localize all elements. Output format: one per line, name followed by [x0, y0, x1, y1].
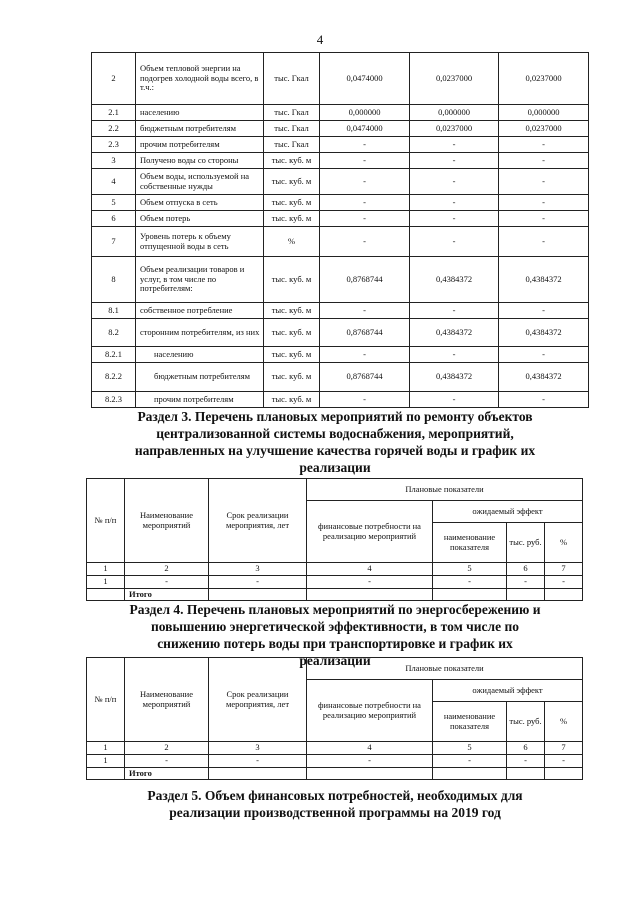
row-value-2: 0,4384372 — [410, 319, 499, 347]
table-row — [92, 169, 589, 195]
row-unit: тыс. куб. м — [264, 153, 320, 169]
section-5-title: Раздел 5. Объем финансовых потребностей, необходимых для реализации производственной программы на 2019 год — [147, 788, 523, 820]
table-row — [92, 105, 589, 121]
table-row: 1 - - - - - - — [87, 754, 583, 767]
row-number: 2.2 — [92, 121, 136, 137]
row-name: Получено воды со стороны — [136, 153, 264, 169]
row-value-3: - — [499, 169, 589, 195]
header-num: № п/п — [87, 658, 125, 742]
row-value-2: - — [410, 137, 499, 153]
header-plan-indicators: Плановые показатели — [307, 658, 583, 680]
row-number: 8.2.1 — [92, 347, 136, 363]
row-value-2: - — [410, 392, 499, 408]
table-row — [92, 53, 589, 105]
row-value-1: - — [320, 211, 410, 227]
table-row — [92, 347, 589, 363]
row-value-1: 0,000000 — [320, 105, 410, 121]
page-number: 4 — [316, 32, 324, 47]
row-value-3: 0,4384372 — [499, 363, 589, 392]
row-name: населению — [136, 105, 264, 121]
row-value-1: - — [320, 153, 410, 169]
row-value-3: - — [499, 227, 589, 257]
production-indicators-table — [91, 52, 589, 408]
row-value-2: - — [410, 227, 499, 257]
table-row — [92, 211, 589, 227]
row-value-1: 0,8768744 — [320, 363, 410, 392]
section-4-title: Раздел 4. Перечень плановых мероприятий по энергосбережению и повышению энергетической эффективности, в том числе по снижению потерь воды при транспортировке и график их реализации — [129, 602, 541, 668]
row-name: сторонним потребителям, из них — [136, 319, 264, 347]
row-value-2: 0,000000 — [410, 105, 499, 121]
table-row — [92, 137, 589, 153]
row-name: прочим потребителям — [136, 392, 264, 408]
header-plan-indicators: Плановые показатели — [307, 479, 583, 501]
row-value-2: - — [410, 169, 499, 195]
row-name: Объем воды, используемой на собственные нужды — [136, 169, 264, 195]
row-name: Уровень потерь к объему отпущенной воды в сеть — [136, 227, 264, 257]
row-value-3: - — [499, 211, 589, 227]
row-value-3: 0,000000 — [499, 105, 589, 121]
row-number: 8.1 — [92, 303, 136, 319]
total-row — [87, 767, 583, 780]
header-measure-name: Наименование мероприятий — [125, 479, 209, 563]
table-row — [92, 303, 589, 319]
header-financial-needs: финансовые потребности на реализацию мероприятий — [307, 680, 433, 742]
row-unit: тыс. Гкал — [264, 53, 320, 105]
header-expected-effect: ожидаемый эффект — [433, 501, 583, 523]
row-value-3: 0,0237000 — [499, 121, 589, 137]
table-row — [92, 195, 589, 211]
total-label: Итого — [125, 767, 209, 780]
header-financial-needs: финансовые потребности на реализацию мероприятий — [307, 501, 433, 563]
row-name: бюджетным потребителям — [136, 121, 264, 137]
header-indicator-name: наименование показателя — [433, 702, 507, 742]
row-name: населению — [136, 347, 264, 363]
row-value-1: - — [320, 227, 410, 257]
row-value-3: 0,4384372 — [499, 319, 589, 347]
row-name: Объем потерь — [136, 211, 264, 227]
row-unit: тыс. куб. м — [264, 257, 320, 303]
row-value-2: - — [410, 347, 499, 363]
row-value-1: 0,0474000 — [320, 121, 410, 137]
row-name: бюджетным потребителям — [136, 363, 264, 392]
header-expected-effect: ожидаемый эффект — [433, 680, 583, 702]
row-value-2: 0,0237000 — [410, 121, 499, 137]
header-term: Срок реализации мероприятия, лет — [209, 658, 307, 742]
row-number: 8 — [92, 257, 136, 303]
row-number: 5 — [92, 195, 136, 211]
row-value-1: - — [320, 137, 410, 153]
row-number: 2.3 — [92, 137, 136, 153]
table-row — [92, 227, 589, 257]
row-value-3: - — [499, 392, 589, 408]
row-unit: тыс. куб. м — [264, 392, 320, 408]
row-value-3: - — [499, 347, 589, 363]
row-number: 2 — [92, 53, 136, 105]
total-row — [87, 588, 583, 601]
row-name: Объем отпуска в сеть — [136, 195, 264, 211]
row-number: 2.1 — [92, 105, 136, 121]
header-measure-name: Наименование мероприятий — [125, 658, 209, 742]
row-value-2: 0,4384372 — [410, 363, 499, 392]
table-row: 1 - - - - - - — [87, 575, 583, 588]
column-numbers-row: 1 2 3 4 5 6 7 — [87, 563, 583, 576]
total-label: Итого — [125, 588, 209, 601]
row-value-3: - — [499, 195, 589, 211]
row-name: собственное потребление — [136, 303, 264, 319]
row-number: 7 — [92, 227, 136, 257]
header-thousand-rub: тыс. руб. — [507, 702, 545, 742]
row-value-3: - — [499, 303, 589, 319]
row-name: Объем реализации товаров и услуг, в том числе по потребителям: — [136, 257, 264, 303]
section-4-measures-table — [86, 657, 583, 780]
header-term: Срок реализации мероприятия, лет — [209, 479, 307, 563]
row-number: 8.2 — [92, 319, 136, 347]
row-unit: тыс. куб. м — [264, 347, 320, 363]
row-unit: тыс. куб. м — [264, 211, 320, 227]
row-unit: тыс. Гкал — [264, 121, 320, 137]
row-unit: тыс. куб. м — [264, 169, 320, 195]
header-thousand-rub: тыс. руб. — [507, 523, 545, 563]
row-value-1: - — [320, 169, 410, 195]
table-row — [92, 257, 589, 303]
row-unit: тыс. куб. м — [264, 319, 320, 347]
row-number: 3 — [92, 153, 136, 169]
row-number: 4 — [92, 169, 136, 195]
column-numbers-row: 1 2 3 4 5 6 7 — [87, 742, 583, 755]
row-number: 8.2.2 — [92, 363, 136, 392]
row-value-1: - — [320, 195, 410, 211]
row-unit: % — [264, 227, 320, 257]
section-3-title: Раздел 3. Перечень плановых мероприятий по ремонту объектов централизованной системы водоснабжения, мероприятий, направленных на улучшение качества горячей воды и график их реализации — [134, 409, 536, 475]
table-row — [92, 153, 589, 169]
row-value-3: - — [499, 153, 589, 169]
row-value-3: 0,0237000 — [499, 53, 589, 105]
row-value-1: 0,0474000 — [320, 53, 410, 105]
row-unit: тыс. куб. м — [264, 303, 320, 319]
row-unit: тыс. Гкал — [264, 137, 320, 153]
row-value-3: - — [499, 137, 589, 153]
header-num: № п/п — [87, 479, 125, 563]
row-value-1: 0,8768744 — [320, 319, 410, 347]
table-row — [92, 363, 589, 392]
row-name: Объем тепловой энергии на подогрев холодной воды всего, в т.ч.: — [136, 53, 264, 105]
row-value-1: - — [320, 347, 410, 363]
row-value-2: - — [410, 195, 499, 211]
row-value-2: - — [410, 303, 499, 319]
header-percent: % — [545, 523, 583, 563]
table-row — [92, 319, 589, 347]
row-unit: тыс. куб. м — [264, 195, 320, 211]
row-value-2: 0,4384372 — [410, 257, 499, 303]
row-value-2: 0,0237000 — [410, 53, 499, 105]
header-indicator-name: наименование показателя — [433, 523, 507, 563]
row-name: прочим потребителям — [136, 137, 264, 153]
section-3-measures-table — [86, 478, 583, 601]
table-row — [92, 121, 589, 137]
row-value-3: 0,4384372 — [499, 257, 589, 303]
row-value-1: - — [320, 303, 410, 319]
row-number: 8.2.3 — [92, 392, 136, 408]
row-number: 6 — [92, 211, 136, 227]
row-value-2: - — [410, 211, 499, 227]
row-unit: тыс. Гкал — [264, 105, 320, 121]
header-percent: % — [545, 702, 583, 742]
row-unit: тыс. куб. м — [264, 363, 320, 392]
table-row — [92, 392, 589, 408]
row-value-2: - — [410, 153, 499, 169]
row-value-1: - — [320, 392, 410, 408]
row-value-1: 0,8768744 — [320, 257, 410, 303]
